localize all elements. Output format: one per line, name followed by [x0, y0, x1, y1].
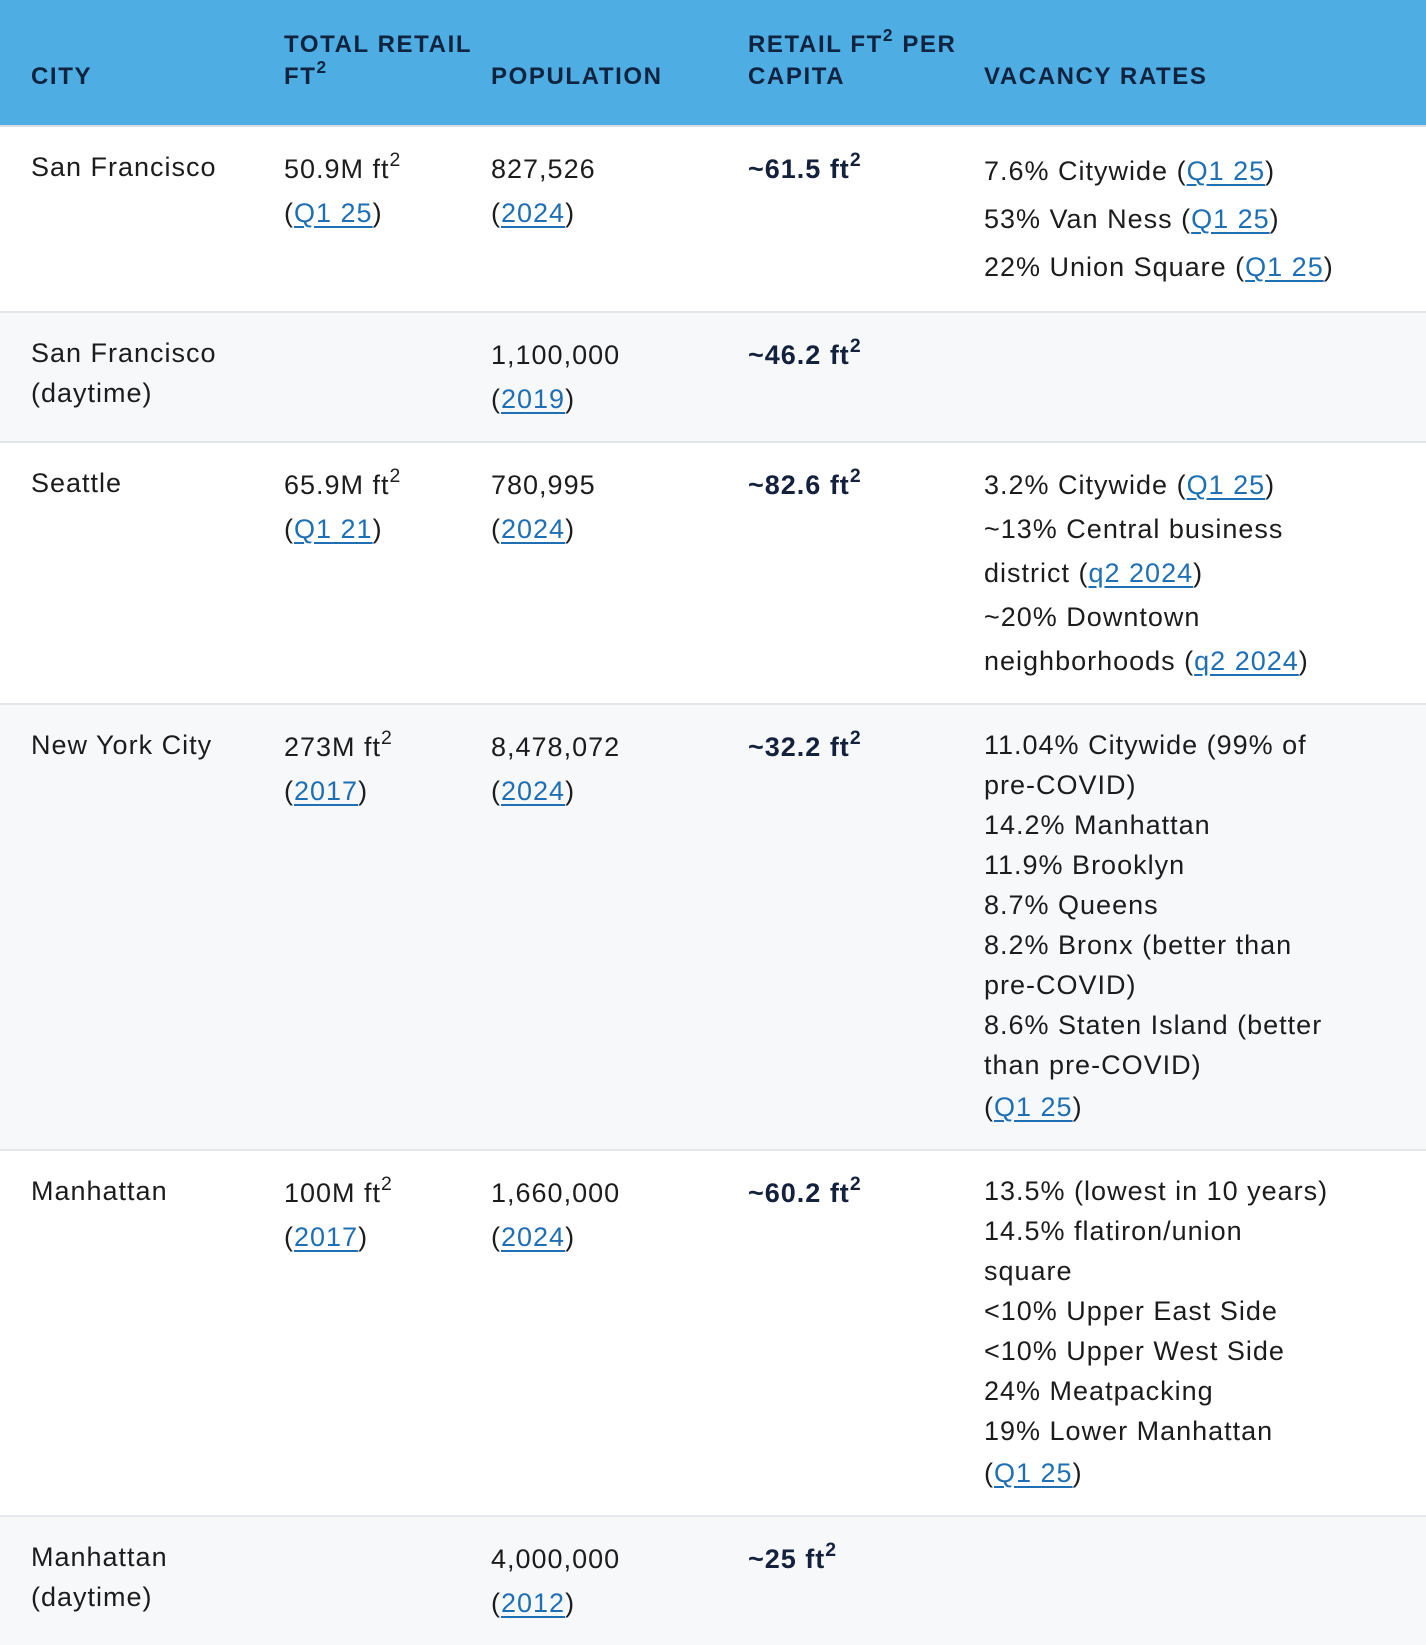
- source-link[interactable]: Q1 25: [1245, 252, 1324, 282]
- source-link[interactable]: q2 2024: [1194, 646, 1299, 676]
- header-row: [0, 0, 1426, 126]
- population-cell: 780,995 (2024): [491, 470, 596, 544]
- table-row: [0, 1150, 1426, 1516]
- population-cell: 1,100,000 (2019): [491, 340, 621, 414]
- table-row: [0, 312, 1426, 442]
- table-row: [0, 126, 1426, 312]
- source-link[interactable]: 2012: [501, 1588, 566, 1618]
- source-link[interactable]: 2024: [501, 198, 566, 228]
- header-vacancy-rates: VACANCY RATES: [984, 63, 1208, 90]
- population-cell: 8,478,072 (2024): [491, 732, 621, 806]
- per-capita-cell: ~46.2 $ft^2$: [748, 334, 862, 370]
- source-link[interactable]: q2 2024: [1088, 558, 1194, 588]
- source-link[interactable]: Q1 25: [294, 198, 373, 228]
- city-cell: New York City: [31, 730, 213, 760]
- source-link[interactable]: Q1 25: [994, 1092, 1073, 1122]
- header-total-retail: TOTAL RETAIL $FT^2$: [284, 31, 472, 90]
- source-link[interactable]: Q1 21: [294, 514, 373, 544]
- total-retail-cell: [284, 312, 491, 442]
- source-link[interactable]: Q1 25: [1191, 204, 1270, 234]
- per-capita-cell: ~25 $ft^2$: [748, 1538, 838, 1574]
- city-cell: San Francisco: [31, 152, 217, 182]
- city-cell: Seattle: [31, 468, 123, 498]
- population-cell: 4,000,000 (2012): [491, 1544, 621, 1618]
- population-cell: 827,526 (2024): [491, 154, 596, 228]
- vacancy-cell: [984, 1516, 1426, 1645]
- header-city: CITY: [31, 63, 93, 90]
- vacancy-cell: 3.2% Citywide (Q1 25) ~13% Central business district (q2 2024) ~20% Downtown neighborhoods (q2 2024): [984, 470, 1309, 676]
- city-cell: Manhattan: [31, 1176, 168, 1206]
- source-link[interactable]: 2017: [294, 776, 359, 806]
- per-capita-cell: ~61.5 $ft^2$: [748, 148, 862, 184]
- city-cell: Manhattan (daytime): [31, 1542, 168, 1612]
- source-link[interactable]: 2024: [501, 776, 566, 806]
- vacancy-cell: [984, 312, 1426, 442]
- per-capita-cell: ~82.6 $ft^2$: [748, 464, 862, 500]
- total-retail-cell: 65.9M $ft^2$ (Q1 21): [284, 464, 402, 544]
- total-retail-cell: 50.9M $ft^2$ (Q1 25): [284, 148, 402, 228]
- source-link[interactable]: Q1 25: [1186, 470, 1266, 500]
- header-population: POPULATION: [491, 63, 663, 90]
- per-capita-cell: ~60.2 $ft^2$: [748, 1172, 862, 1208]
- vacancy-cell: 11.04% Citywide (99% of pre-COVID) 14.2% Manhattan 11.9% Brooklyn 8.7% Queens 8.2% Bronx (better than pre-COVID) 8.6% Staten Island (better than pre-COVID) (Q1 25): [984, 730, 1323, 1122]
- per-capita-cell: ~32.2 $ft^2$: [748, 726, 862, 762]
- total-retail-cell: [284, 1516, 491, 1645]
- table-row: [0, 704, 1426, 1150]
- source-link[interactable]: 2024: [501, 1222, 566, 1252]
- source-link[interactable]: Q1 25: [1186, 156, 1266, 186]
- source-link[interactable]: 2019: [501, 384, 566, 414]
- table-header: [0, 0, 1426, 126]
- header-retail-per-capita: RETAIL $FT^2$ PER CAPITA: [748, 24, 957, 90]
- vacancy-cell: 13.5% (lowest in 10 years) 14.5% flatiron/union square <10% Upper East Side <10% Upper West Side 24% Meatpacking 19% Lower Manhattan (Q1 25): [984, 1176, 1329, 1488]
- source-link[interactable]: 2024: [501, 514, 566, 544]
- total-retail-cell: 100M $ft^2$ (2017): [284, 1172, 393, 1252]
- source-link[interactable]: 2017: [294, 1222, 359, 1252]
- total-retail-cell: 273M $ft^2$ (2017): [284, 726, 393, 806]
- city-cell: San Francisco (daytime): [31, 338, 217, 408]
- population-cell: 1,660,000 (2024): [491, 1178, 621, 1252]
- source-link[interactable]: Q1 25: [994, 1458, 1073, 1488]
- vacancy-cell: 7.6% Citywide (Q1 25) 53% Van Ness (Q1 25) 22% Union Square (Q1 25): [984, 156, 1334, 282]
- table-row: [0, 442, 1426, 704]
- table-row: [0, 1516, 1426, 1645]
